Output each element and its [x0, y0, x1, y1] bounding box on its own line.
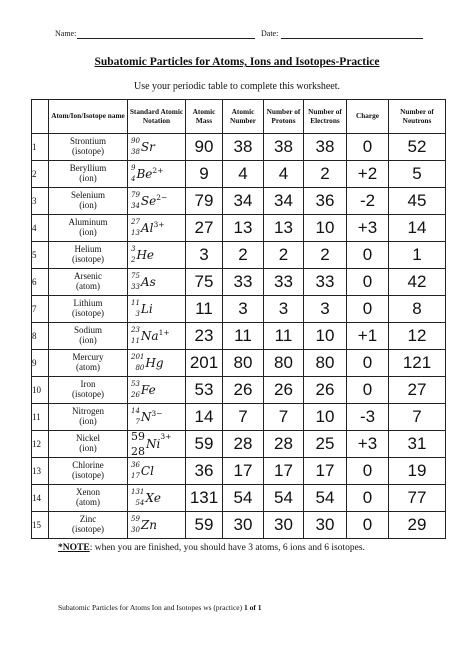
notation-mass-number: 11: [131, 299, 140, 307]
row-number: 5: [32, 242, 49, 269]
neutrons-value: 8: [389, 296, 446, 323]
element-name-cell: [49, 404, 128, 431]
element-name: Sodium: [73, 325, 102, 336]
element-type: (isotope): [72, 524, 104, 534]
notation-mass-number: 131: [131, 488, 145, 496]
atomic-mass-value: 3: [186, 242, 223, 269]
notation-scripts: [131, 192, 140, 210]
ion-charge: 3+: [153, 220, 165, 229]
subatomic-particles-table: [31, 99, 446, 539]
col-header-neutrons: Number of Neutrons: [389, 100, 446, 134]
col-header-number: [32, 100, 49, 134]
worksheet-instructions: Use your periodic table to complete this worksheet.: [133, 81, 341, 92]
atomic-number-value: 17: [223, 458, 264, 485]
notation-atomic-number: 7: [135, 418, 140, 426]
col-header-charge: Charge: [347, 100, 389, 134]
row-number: 7: [32, 296, 49, 323]
element-symbol: Be: [136, 167, 153, 181]
name-date-header: [55, 27, 455, 41]
notation-atomic-number: 30: [131, 526, 140, 534]
element-symbol: Ni: [146, 437, 161, 451]
element-symbol: Cl: [140, 464, 154, 478]
atomic-mass-value: 79: [186, 188, 223, 215]
atomic-mass-value: 53: [186, 377, 223, 404]
table-row: [32, 485, 446, 512]
element-type: (atom): [76, 362, 100, 372]
notation-atomic-number: 3: [135, 310, 140, 318]
electrons-value: 36: [304, 188, 347, 215]
atomic-notation: [128, 138, 185, 156]
table-row: [32, 188, 446, 215]
electrons-value: 3: [304, 296, 347, 323]
charge-value: 0: [347, 134, 389, 161]
protons-value: 80: [264, 350, 304, 377]
name-blank-line: [77, 38, 255, 39]
protons-value: 54: [264, 485, 304, 512]
electrons-value: 25: [304, 431, 347, 458]
electrons-value: 17: [304, 458, 347, 485]
notation-mass-number: 36: [131, 461, 140, 469]
table-row: [32, 296, 446, 323]
notation-mass-number: 59: [131, 515, 140, 523]
notation-atomic-number: 13: [131, 229, 140, 237]
atomic-number-value: 26: [223, 377, 264, 404]
protons-value: 17: [264, 458, 304, 485]
element-name: Helium: [74, 244, 102, 255]
protons-value: 38: [264, 134, 304, 161]
element-name-cell: [49, 242, 128, 269]
element-type: (isotope): [72, 308, 104, 318]
neutrons-value: 42: [389, 269, 446, 296]
charge-value: +1: [347, 323, 389, 350]
table-row: [32, 134, 446, 161]
element-name-cell: [49, 188, 128, 215]
notation-scripts: [131, 138, 140, 156]
note-label: *NOTE: [58, 543, 90, 553]
table-row: [32, 404, 446, 431]
notation-atomic-number: 34: [131, 202, 140, 210]
row-number: 2: [32, 161, 49, 188]
notation-scripts: [131, 462, 140, 480]
atomic-notation: [128, 489, 185, 507]
atomic-number-value: 80: [223, 350, 264, 377]
ion-charge: 2+: [152, 166, 164, 175]
notation-mass-number: 59: [131, 430, 145, 443]
neutrons-value: 14: [389, 215, 446, 242]
protons-value: 3: [264, 296, 304, 323]
atomic-number-value: 13: [223, 215, 264, 242]
notation-atomic-number: 26: [131, 391, 140, 399]
table-row: [32, 377, 446, 404]
atomic-notation: [128, 246, 185, 264]
element-type: (isotope): [72, 470, 104, 480]
charge-value: 0: [347, 269, 389, 296]
footer-text: Subatomic Particles for Atoms Ion and Isotopes ws (practice): [58, 603, 243, 612]
notation-scripts: [131, 516, 140, 534]
notation-cell: [128, 134, 186, 161]
element-type: (ion): [79, 200, 97, 210]
element-name-cell: [49, 512, 128, 539]
element-name-cell: [49, 431, 128, 458]
element-type: (isotope): [72, 146, 104, 156]
atomic-mass-value: 14: [186, 404, 223, 431]
element-name-cell: [49, 161, 128, 188]
atomic-number-value: 38: [223, 134, 264, 161]
notation-mass-number: 79: [131, 191, 140, 199]
col-header-atomic-number: Atomic Number: [223, 100, 264, 134]
electrons-value: 26: [304, 377, 347, 404]
element-name: Xenon: [76, 487, 100, 498]
neutrons-value: 31: [389, 431, 446, 458]
protons-value: 2: [264, 242, 304, 269]
notation-mass-number: 27: [131, 218, 140, 226]
element-symbol: Xe: [145, 491, 162, 505]
charge-value: 0: [347, 296, 389, 323]
atomic-mass-value: 75: [186, 269, 223, 296]
element-symbol: N: [140, 410, 152, 424]
ion-charge: 2−: [156, 193, 168, 202]
notation-scripts: [131, 381, 140, 399]
neutrons-value: 52: [389, 134, 446, 161]
electrons-value: 54: [304, 485, 347, 512]
element-symbol: Sr: [140, 140, 155, 154]
atomic-notation: [128, 219, 185, 237]
protons-value: 13: [264, 215, 304, 242]
protons-value: 26: [264, 377, 304, 404]
neutrons-value: 19: [389, 458, 446, 485]
notation-atomic-number: 11: [131, 337, 140, 345]
table-row: [32, 458, 446, 485]
atomic-number-value: 34: [223, 188, 264, 215]
element-name: Chlorine: [72, 460, 104, 471]
element-name-cell: [49, 377, 128, 404]
notation-cell: [128, 161, 186, 188]
element-type: (ion): [79, 227, 97, 237]
col-header-name: Atom/Ion/Isotope name: [49, 100, 128, 134]
table-row: [32, 512, 446, 539]
row-number: 8: [32, 323, 49, 350]
element-name: Nitrogen: [72, 406, 104, 417]
atomic-notation: [128, 381, 185, 399]
notation-scripts: [131, 354, 144, 372]
element-name: Nickel: [76, 433, 100, 444]
atomic-mass-value: 201: [186, 350, 223, 377]
protons-value: 28: [264, 431, 304, 458]
element-type: (atom): [76, 497, 100, 507]
notation-atomic-number: 4: [131, 175, 136, 183]
charge-value: -3: [347, 404, 389, 431]
notation-scripts: [131, 489, 144, 507]
atomic-mass-value: 36: [186, 458, 223, 485]
notation-cell: [128, 323, 186, 350]
element-name: Mercury: [72, 352, 104, 363]
protons-value: 34: [264, 188, 304, 215]
notation-cell: [128, 350, 186, 377]
charge-value: 0: [347, 512, 389, 539]
atomic-mass-value: 59: [186, 431, 223, 458]
neutrons-value: 5: [389, 161, 446, 188]
element-name-cell: [49, 296, 128, 323]
date-blank-line: [281, 38, 423, 39]
element-symbol: Hg: [145, 356, 164, 370]
element-name-cell: [49, 350, 128, 377]
atomic-notation: [128, 300, 185, 318]
notation-cell: [128, 404, 186, 431]
notation-cell: [128, 458, 186, 485]
row-number: 12: [32, 431, 49, 458]
table-row: [32, 269, 446, 296]
charge-value: -2: [347, 188, 389, 215]
notation-cell: [128, 377, 186, 404]
atomic-mass-value: 131: [186, 485, 223, 512]
name-label: Name:: [55, 29, 77, 38]
electrons-value: 10: [304, 323, 347, 350]
notation-scripts: [131, 431, 145, 457]
neutrons-value: 7: [389, 404, 446, 431]
atomic-notation: [128, 431, 185, 457]
protons-value: 11: [264, 323, 304, 350]
table-row: [32, 242, 446, 269]
atomic-mass-value: 59: [186, 512, 223, 539]
row-number: 6: [32, 269, 49, 296]
element-name: Selenium: [71, 190, 105, 201]
row-number: 11: [32, 404, 49, 431]
atomic-number-value: 3: [223, 296, 264, 323]
charge-value: +3: [347, 215, 389, 242]
col-header-notation: Standard Atomic Notation: [128, 100, 186, 134]
element-symbol: Se: [140, 194, 157, 208]
charge-value: 0: [347, 377, 389, 404]
notation-atomic-number: 80: [135, 364, 145, 372]
neutrons-value: 45: [389, 188, 446, 215]
col-header-protons: Number of Protons: [264, 100, 304, 134]
element-name: Beryllium: [69, 163, 107, 174]
notation-atomic-number: 54: [135, 499, 145, 507]
notation-mass-number: 75: [131, 272, 140, 280]
element-type: (ion): [79, 173, 97, 183]
notation-mass-number: 9: [131, 164, 136, 172]
electrons-value: 33: [304, 269, 347, 296]
element-symbol: He: [136, 248, 155, 262]
notation-cell: [128, 431, 186, 458]
element-name-cell: [49, 134, 128, 161]
atomic-mass-value: 27: [186, 215, 223, 242]
date-label: Date:: [261, 29, 279, 38]
notation-cell: [128, 269, 186, 296]
element-symbol: Zn: [140, 518, 157, 532]
atomic-number-value: 33: [223, 269, 264, 296]
atomic-notation: [128, 165, 185, 183]
electrons-value: 2: [304, 242, 347, 269]
protons-value: 4: [264, 161, 304, 188]
atomic-mass-value: 90: [186, 134, 223, 161]
notation-cell: [128, 215, 186, 242]
notation-atomic-number: 28: [131, 445, 145, 458]
element-type: (isotope): [72, 254, 104, 264]
element-type: (ion): [79, 335, 97, 345]
table-row: [32, 161, 446, 188]
atomic-mass-value: 11: [186, 296, 223, 323]
element-symbol: Fe: [140, 383, 156, 397]
notation-mass-number: 3: [131, 245, 136, 253]
atomic-mass-value: 23: [186, 323, 223, 350]
atomic-mass-value: 9: [186, 161, 223, 188]
notation-scripts: [131, 327, 140, 345]
table-row: [32, 215, 446, 242]
table-row: [32, 431, 446, 458]
notation-atomic-number: 17: [131, 472, 140, 480]
element-symbol: As: [140, 275, 156, 289]
atomic-notation: [128, 354, 185, 372]
element-type: (isotope): [72, 389, 104, 399]
atomic-notation: [128, 273, 185, 291]
ion-charge: 3−: [151, 409, 163, 418]
notation-scripts: [131, 408, 140, 426]
element-symbol: Na: [140, 329, 159, 343]
notation-scripts: [131, 300, 140, 318]
notation-cell: [128, 188, 186, 215]
charge-value: 0: [347, 350, 389, 377]
atomic-number-value: 4: [223, 161, 264, 188]
electrons-value: 80: [304, 350, 347, 377]
atomic-number-value: 7: [223, 404, 264, 431]
note-text: : when you are finished, you should have 3 atoms, 6 ions and 6 isotopes.: [89, 543, 365, 553]
notation-mass-number: 90: [131, 137, 140, 145]
row-number: 15: [32, 512, 49, 539]
charge-value: 0: [347, 485, 389, 512]
atomic-number-value: 11: [223, 323, 264, 350]
protons-value: 33: [264, 269, 304, 296]
notation-cell: [128, 296, 186, 323]
charge-value: 0: [347, 458, 389, 485]
electrons-value: 10: [304, 215, 347, 242]
page-footer: [58, 603, 262, 612]
element-symbol: Al: [140, 221, 154, 235]
col-header-atomic-mass: Atomic Mass: [186, 100, 223, 134]
element-type: (atom): [76, 281, 100, 291]
atomic-notation: [128, 327, 185, 345]
element-name: Zinc: [79, 514, 97, 525]
electrons-value: 30: [304, 512, 347, 539]
atomic-notation: [128, 462, 185, 480]
notation-cell: [128, 512, 186, 539]
element-name-cell: [49, 485, 128, 512]
element-name-cell: [49, 323, 128, 350]
neutrons-value: 121: [389, 350, 446, 377]
element-name: Aluminum: [68, 217, 108, 228]
notation-mass-number: 23: [131, 326, 140, 334]
notation-scripts: [131, 219, 140, 237]
notation-atomic-number: 2: [131, 256, 136, 264]
element-name-cell: [49, 269, 128, 296]
atomic-number-value: 54: [223, 485, 264, 512]
row-number: 14: [32, 485, 49, 512]
protons-value: 30: [264, 512, 304, 539]
worksheet-title: Subatomic Particles for Atoms, Ions and Isotopes-Practice: [94, 56, 380, 68]
element-name: Iron: [80, 379, 96, 390]
element-name: Arsenic: [74, 271, 102, 282]
element-symbol: Li: [140, 302, 153, 316]
notation-atomic-number: 38: [131, 148, 140, 156]
notation-cell: [128, 485, 186, 512]
notation-atomic-number: 33: [131, 283, 140, 291]
col-header-electrons: Number of Electrons: [304, 100, 347, 134]
charge-value: 0: [347, 242, 389, 269]
electrons-value: 2: [304, 161, 347, 188]
neutrons-value: 12: [389, 323, 446, 350]
electrons-value: 10: [304, 404, 347, 431]
element-type: (ion): [79, 443, 97, 453]
neutrons-value: 29: [389, 512, 446, 539]
footer-page-number: 1 of 1: [244, 603, 262, 612]
atomic-notation: [128, 192, 185, 210]
notation-scripts: [131, 165, 135, 183]
neutrons-value: 77: [389, 485, 446, 512]
atomic-number-value: 30: [223, 512, 264, 539]
notation-mass-number: 201: [131, 353, 145, 361]
table-header-row: [32, 100, 446, 134]
element-type: (ion): [79, 416, 97, 426]
element-name-cell: [49, 215, 128, 242]
ion-charge: 3+: [160, 432, 172, 441]
ion-charge: 1+: [158, 328, 170, 337]
charge-value: +3: [347, 431, 389, 458]
notation-scripts: [131, 246, 135, 264]
row-number: 10: [32, 377, 49, 404]
protons-value: 7: [264, 404, 304, 431]
charge-value: +2: [347, 161, 389, 188]
atomic-number-value: 2: [223, 242, 264, 269]
element-name: Lithium: [73, 298, 103, 309]
row-number: 3: [32, 188, 49, 215]
notation-mass-number: 14: [131, 407, 140, 415]
notation-mass-number: 53: [131, 380, 140, 388]
element-name: Strontium: [69, 136, 106, 147]
row-number: 4: [32, 215, 49, 242]
row-number: 13: [32, 458, 49, 485]
completion-note: [58, 543, 365, 553]
atomic-number-value: 28: [223, 431, 264, 458]
neutrons-value: 27: [389, 377, 446, 404]
notation-cell: [128, 242, 186, 269]
electrons-value: 38: [304, 134, 347, 161]
row-number: 9: [32, 350, 49, 377]
table-row: [32, 350, 446, 377]
neutrons-value: 1: [389, 242, 446, 269]
table-row: [32, 323, 446, 350]
row-number: 1: [32, 134, 49, 161]
atomic-notation: [128, 516, 185, 534]
atomic-notation: [128, 408, 185, 426]
element-name-cell: [49, 458, 128, 485]
notation-scripts: [131, 273, 140, 291]
